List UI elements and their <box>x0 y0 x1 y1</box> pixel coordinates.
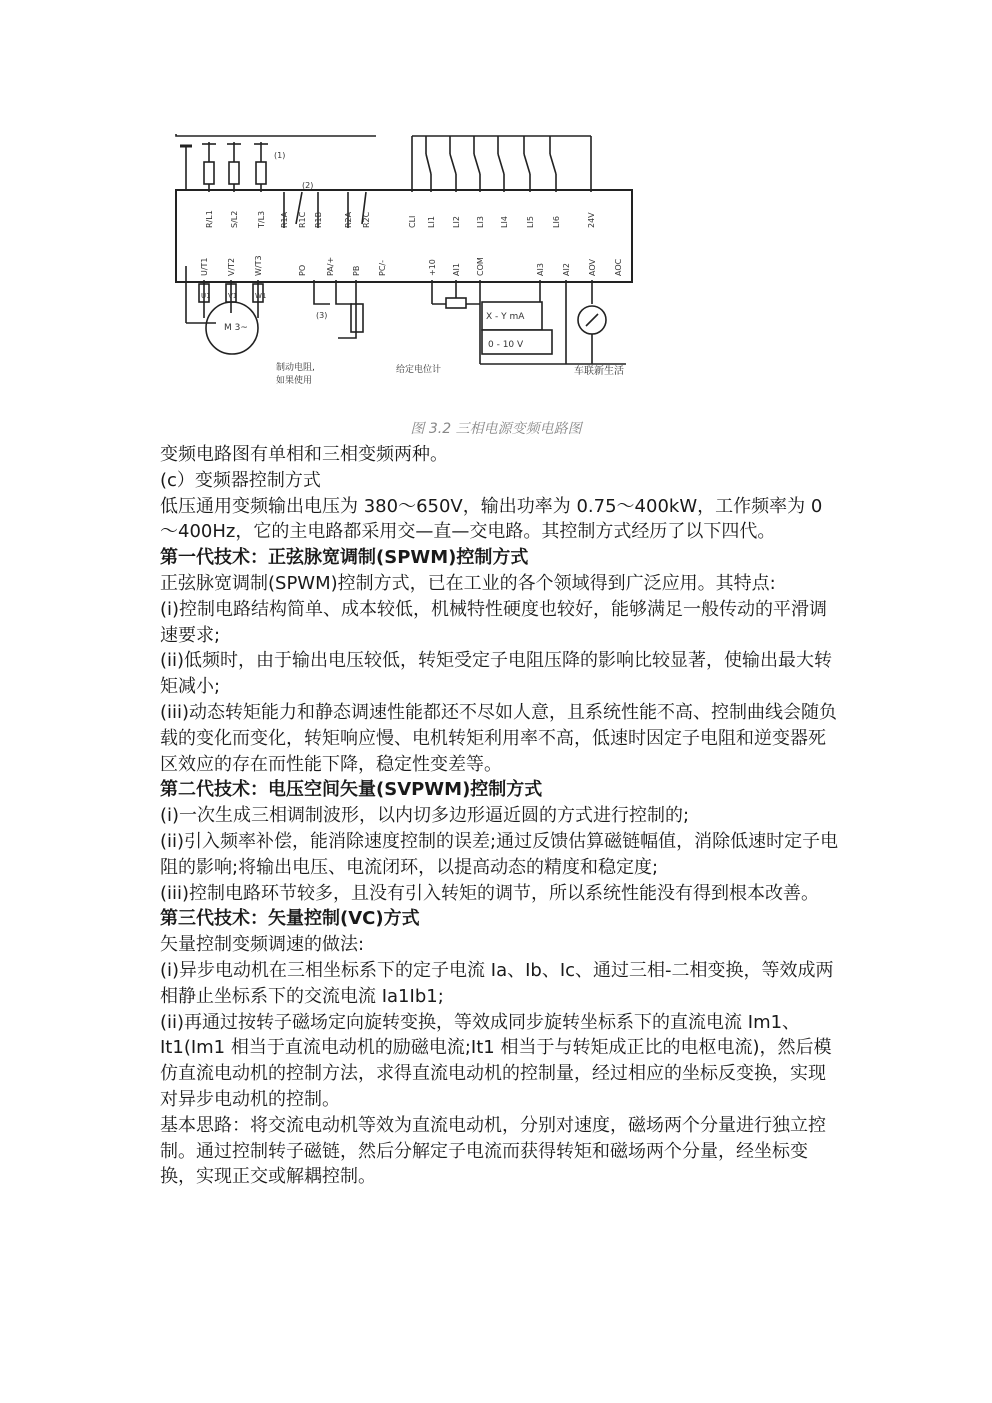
paragraph: 低压通用变频输出电压为 380～650V，输出功率为 0.75～400kW，工作频率为 0～400Hz，它的主电路都采用交—直—交电路。其控制方式经历了以下四代。 <box>160 495 823 543</box>
top-terminal-labels <box>205 210 596 229</box>
terminal-label: R2C <box>362 211 371 228</box>
terminal-label: 24V <box>587 212 596 228</box>
figure-caption: 图 3.2 三相电源变频电路图 <box>410 421 582 437</box>
terminal-label: W/T3 <box>254 255 263 276</box>
paragraph: 基本思路：将交流电动机等效为直流电动机，分别对速度，磁场两个分量进行独立控制。通过控制转子磁链，然后分解定子电流而获得转矩和磁场两个分量，经坐标变换，实现正交或解耦控制。 <box>160 1114 826 1188</box>
motor-label: M 3~ <box>224 323 248 333</box>
article-body <box>160 442 840 1190</box>
terminal-label: AI1 <box>452 263 461 276</box>
paragraph: (ii)引入频率补偿，能消除速度控制的误差;通过反馈估算磁链幅值，消除低速时定子电阻的影响;将输出电压、电流闭环，以提高动态的精度和稳定度; <box>160 830 839 878</box>
terminal-label: CLI <box>408 215 417 228</box>
watermark: 车联新生活 <box>574 366 624 377</box>
terminal-label: +10 <box>428 259 437 276</box>
terminal-label: S/L2 <box>230 210 239 228</box>
brake-resistor-label: 制动电阻, <box>276 363 315 373</box>
range-box-2: 0 - 10 V <box>488 340 524 350</box>
paragraph: (i)异步电动机在三相坐标系下的定子电流 Ia、Ib、Ic、通过三相-二相变换，等效成两相静止坐标系下的交流电流 Ia1Ib1; <box>160 959 834 1007</box>
terminal-label: R1C <box>298 211 307 228</box>
terminal-label: V/T2 <box>227 257 236 276</box>
paragraph: (iii)动态转矩能力和静态调速性能都还不尽如人意，且系统性能不高、控制曲线会随负载的变化而变化，转矩响应慢、电机转矩利用率不高，低速时因定子电阻和逆变器死区效应的存在而性能下降，稳定性变差等。 <box>160 701 838 775</box>
winding-label: V1 <box>228 292 238 300</box>
terminal-label: PO <box>298 264 307 276</box>
terminal-label: PC/- <box>378 260 387 276</box>
circuit-diagram-svg <box>166 118 646 393</box>
paragraph: 变频电路图有单相和三相变频两种。 <box>160 444 448 465</box>
paragraph: (ii)再通过按转子磁场定向旋转变换，等效成同步旋转坐标系下的直流电流 Im1、It1(Im1 相当于直流电动机的励磁电流;It1 相当于与转矩成正比的电枢电流)，然后模仿直流电动机的控制方法，求得直流电动机的控制量，经过相应的坐标反变换，实现对异步电动机的控制。 <box>160 1011 832 1110</box>
terminal-label: U/T1 <box>200 257 209 276</box>
potentiometer-label: 给定电位计 <box>396 365 442 375</box>
terminal-label: LI6 <box>552 216 561 228</box>
paragraph: 矢量控制变频调速的做法: <box>160 934 365 956</box>
terminal-label: AI3 <box>536 263 545 276</box>
note-1-label: (1) <box>274 151 286 160</box>
terminal-label: LI1 <box>427 216 436 228</box>
terminal-label: LI2 <box>452 216 461 228</box>
terminal-label: PA/+ <box>326 256 335 276</box>
paragraph: (c）变频器控制方式 <box>160 469 321 491</box>
paragraph: (i)控制电路结构简单、成本较低，机械特性硬度也较好，能够满足一般传动的平滑调速要求; <box>160 598 828 646</box>
terminal-label: AOV <box>588 259 597 276</box>
terminal-label: PB <box>352 265 361 276</box>
paragraph: (ii)低频时，由于输出电压较低，转矩受定子电阻压降的影响比较显著，使输出最大转矩减小; <box>160 650 833 698</box>
terminal-label: COM <box>476 257 485 276</box>
winding-label: U1 <box>201 292 211 300</box>
terminal-label: AI2 <box>562 263 571 276</box>
paragraph: (i)一次生成三相调制波形，以内切多边形逼近圆的方式进行控制的; <box>160 805 690 827</box>
range-box-1: X - Y mA <box>486 312 525 322</box>
terminal-label: LI4 <box>500 216 509 228</box>
bottom-terminal-labels <box>200 255 623 300</box>
terminal-label: R1A <box>280 211 289 228</box>
terminal-label: R/L1 <box>205 210 214 228</box>
section-heading: 第一代技术：正弦脉宽调制(SPWM)控制方式 <box>160 547 529 569</box>
winding-label: W1 <box>255 292 267 300</box>
terminal-label: LI5 <box>526 216 535 228</box>
terminal-label: T/L3 <box>257 210 266 228</box>
section-heading: 第三代技术：矢量控制(VC)方式 <box>160 908 420 930</box>
note-3-label: (3) <box>316 311 328 320</box>
terminal-label: R2A <box>344 211 353 228</box>
paragraph: 正弦脉宽调制(SPWM)控制方式，已在工业的各个领域得到广泛应用。其特点: <box>160 572 776 594</box>
section-heading: 第二代技术：电压空间矢量(SVPWM)控制方式 <box>160 779 543 801</box>
note-2-label: (2) <box>302 181 314 190</box>
brake-resistor-label-2: 如果使用 <box>276 376 313 386</box>
terminal-label: AOC <box>614 258 623 276</box>
circuit-diagram <box>166 118 646 393</box>
paragraph: (iii)控制电路环节较多，且没有引入转矩的调节，所以系统性能没有得到根本改善。 <box>160 882 820 904</box>
terminal-label: LI3 <box>476 216 485 228</box>
terminal-label: R1B <box>314 211 323 228</box>
